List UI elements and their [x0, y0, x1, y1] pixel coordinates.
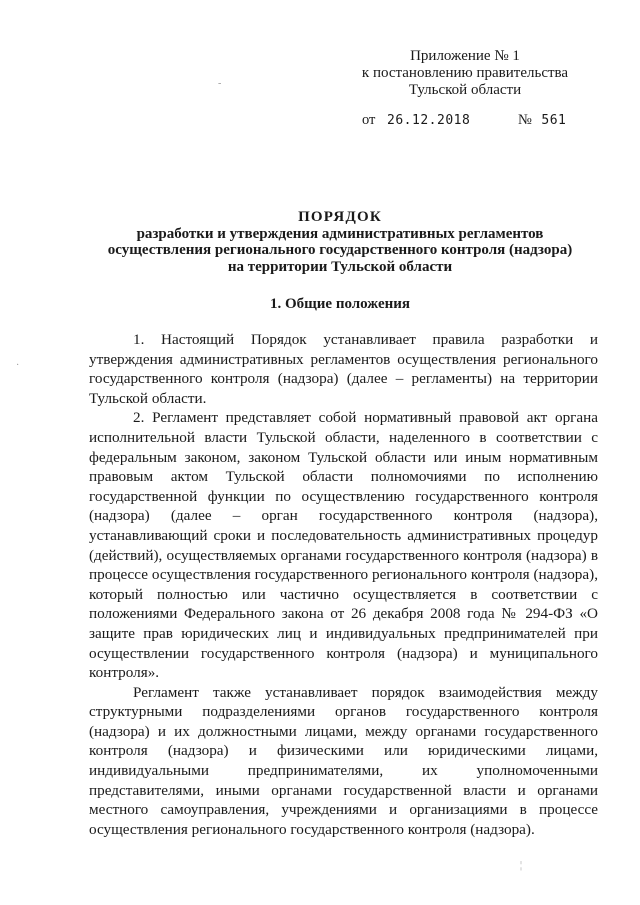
title-line-1: разработки и утверждения административных регламентов: [136, 225, 544, 242]
decree-from-label: от: [362, 112, 376, 128]
section-heading: 1. Общие положения: [269, 296, 411, 312]
decree-number: 561: [541, 113, 567, 128]
paragraph-2: 2. Регламент представляет собой нормативный правовой акт органа исполнительной власти Тульской области, наделенного в соответствии с федеральным законом, законом Тульской области или иным нормативным правовым актом Тульской области полномочиями по исполнению государственной функции по осуществлению государственного контроля (надзора) (далее – орган государственного контроля (надзора), устанавливающий сроки и последовательность административных процедур (действий), осуществляемых органами государственного контроля (надзора) в процессе осуществления государственного регионального контроля (надзора), который полностью или частично осуществляется в соответствии с положениями Федерального закона от 26 декабря 2008 года № 294-ФЗ «О защите прав юридических лиц и индивидуальных предпринимателей при осуществлении государственного контроля (надзора) и муниципального контроля».: [89, 409, 598, 682]
decree-number-label: №: [517, 112, 532, 128]
scan-speck: -: [218, 78, 222, 89]
scan-speck: ·: [16, 360, 20, 371]
decree-reference: [362, 112, 566, 129]
appendix-header: [340, 48, 590, 99]
paragraph-1: 1. Настоящий Порядок устанавливает правила разработки и утверждения административных регламентов осуществления регионального государственного контроля (надзора) (далее – регламенты) на территории Тульской области.: [89, 331, 598, 407]
appendix-line-2: к постановлению правительства: [361, 65, 569, 81]
appendix-line-1: Приложение № 1: [410, 48, 520, 64]
title-main: ПОРЯДОК: [298, 209, 382, 225]
document-body: [89, 330, 598, 839]
decree-date: 26.12.2018: [387, 113, 471, 128]
document-title: [80, 209, 600, 275]
title-line-3: на территории Тульской области: [227, 258, 453, 275]
appendix-line-3: Тульской области: [408, 82, 522, 98]
scan-speck: ¦: [520, 860, 523, 871]
paragraph-3: Регламент также устанавливает порядок взаимодействия между структурными подразделениями органов государственного контроля (надзора) и их должностными лицами, между органами государственного контроля (надзора) и физическими или юридическими лицами, индивидуальными предпринимателями, их уполномоченными представителями, иными органами государственной власти и органами местного самоуправления, учреждениями и организациями в процессе осуществления регионального государственного контроля (надзора).: [89, 683, 598, 838]
title-line-2: осуществления регионального государственного контроля (надзора): [107, 242, 573, 258]
